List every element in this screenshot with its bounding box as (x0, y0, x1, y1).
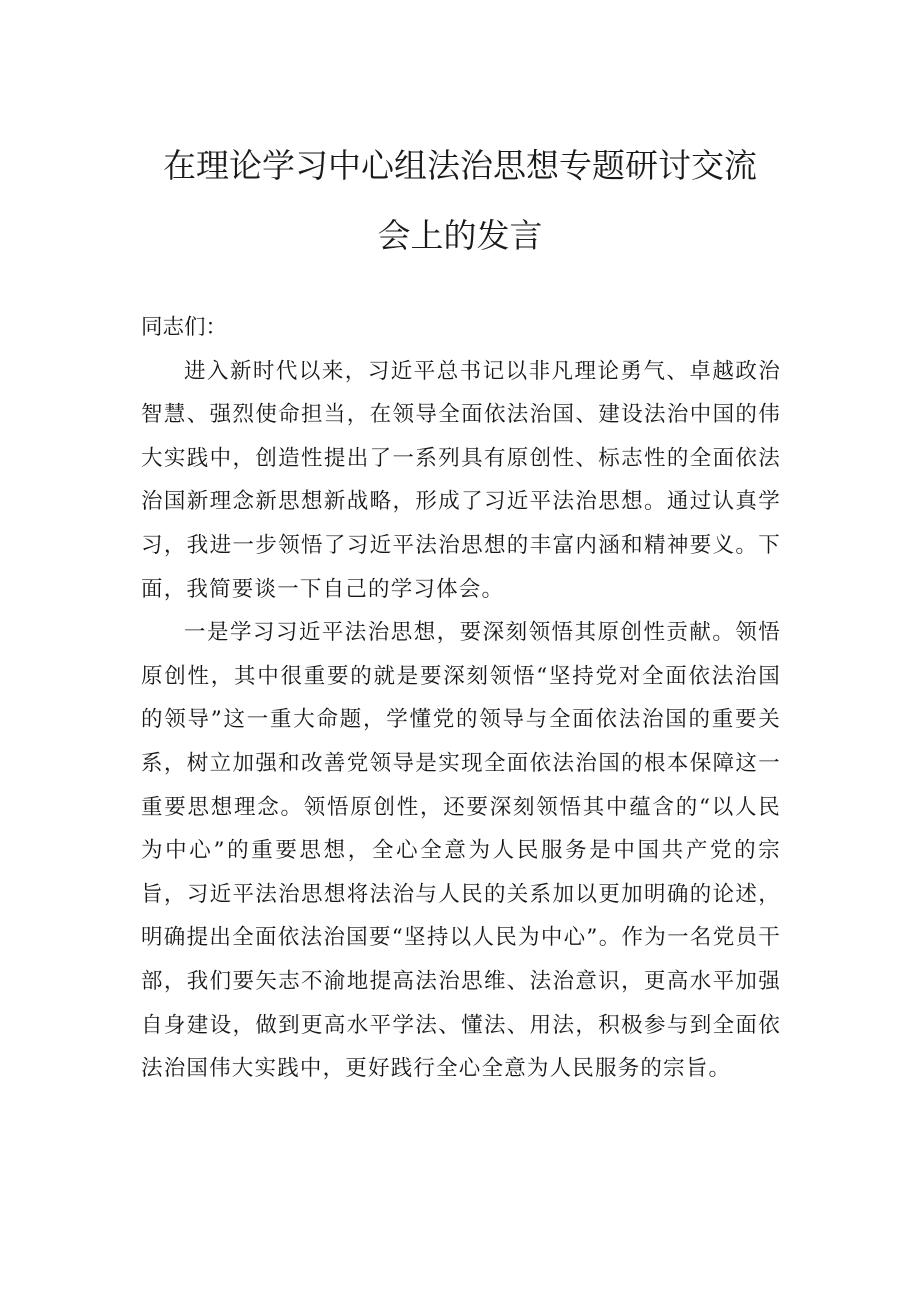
salutation: 同志们： (141, 315, 228, 340)
document-body (141, 306, 781, 1091)
document-title-line-1: 在理论学习中心组法治思想专题研讨交流 (163, 146, 757, 185)
document-title-line-2: 会上的发言 (377, 216, 543, 255)
paragraph-point-one: 一是学习习近平法治思想，要深刻领悟其原创性贡献。领悟原创性，其中很重要的就是要深刻领悟“坚持党对全面依法治国的领导”这一重大命题，学懂党的领导与全面依法治国的重要关系，树立加强和改善党领导是实现全面依法治国的根本保障这一重要思想理念。领悟原创性，还要深刻领悟其中蕴含的“以人民为中心”的重要思想，全心全意为人民服务是中国共产党的宗旨，习近平法治思想将法治与人民的关系加以更加明确的论述，明确提出全面依法治国要“坚持以人民为中心”。作为一名党员干部，我们要矢志不渝地提高法治思维、法治意识，更高水平加强自身建设，做到更高水平学法、懂法、用法，积极参与到全面依法治国伟大实践中，更好践行全心全意为人民服务的宗旨。 (141, 620, 781, 1082)
paragraph-intro: 进入新时代以来，习近平总书记以非凡理论勇气、卓越政治智慧、强烈使命担当，在领导全面依法治国、建设法治中国的伟大实践中，创造性提出了一系列具有原创性、标志性的全面依法治国新理念新思想新战略，形成了习近平法治思想。通过认真学习，我进一步领悟了习近平法治思想的丰富内涵和精神要义。下面，我简要谈一下自己的学习体会。 (141, 358, 781, 602)
